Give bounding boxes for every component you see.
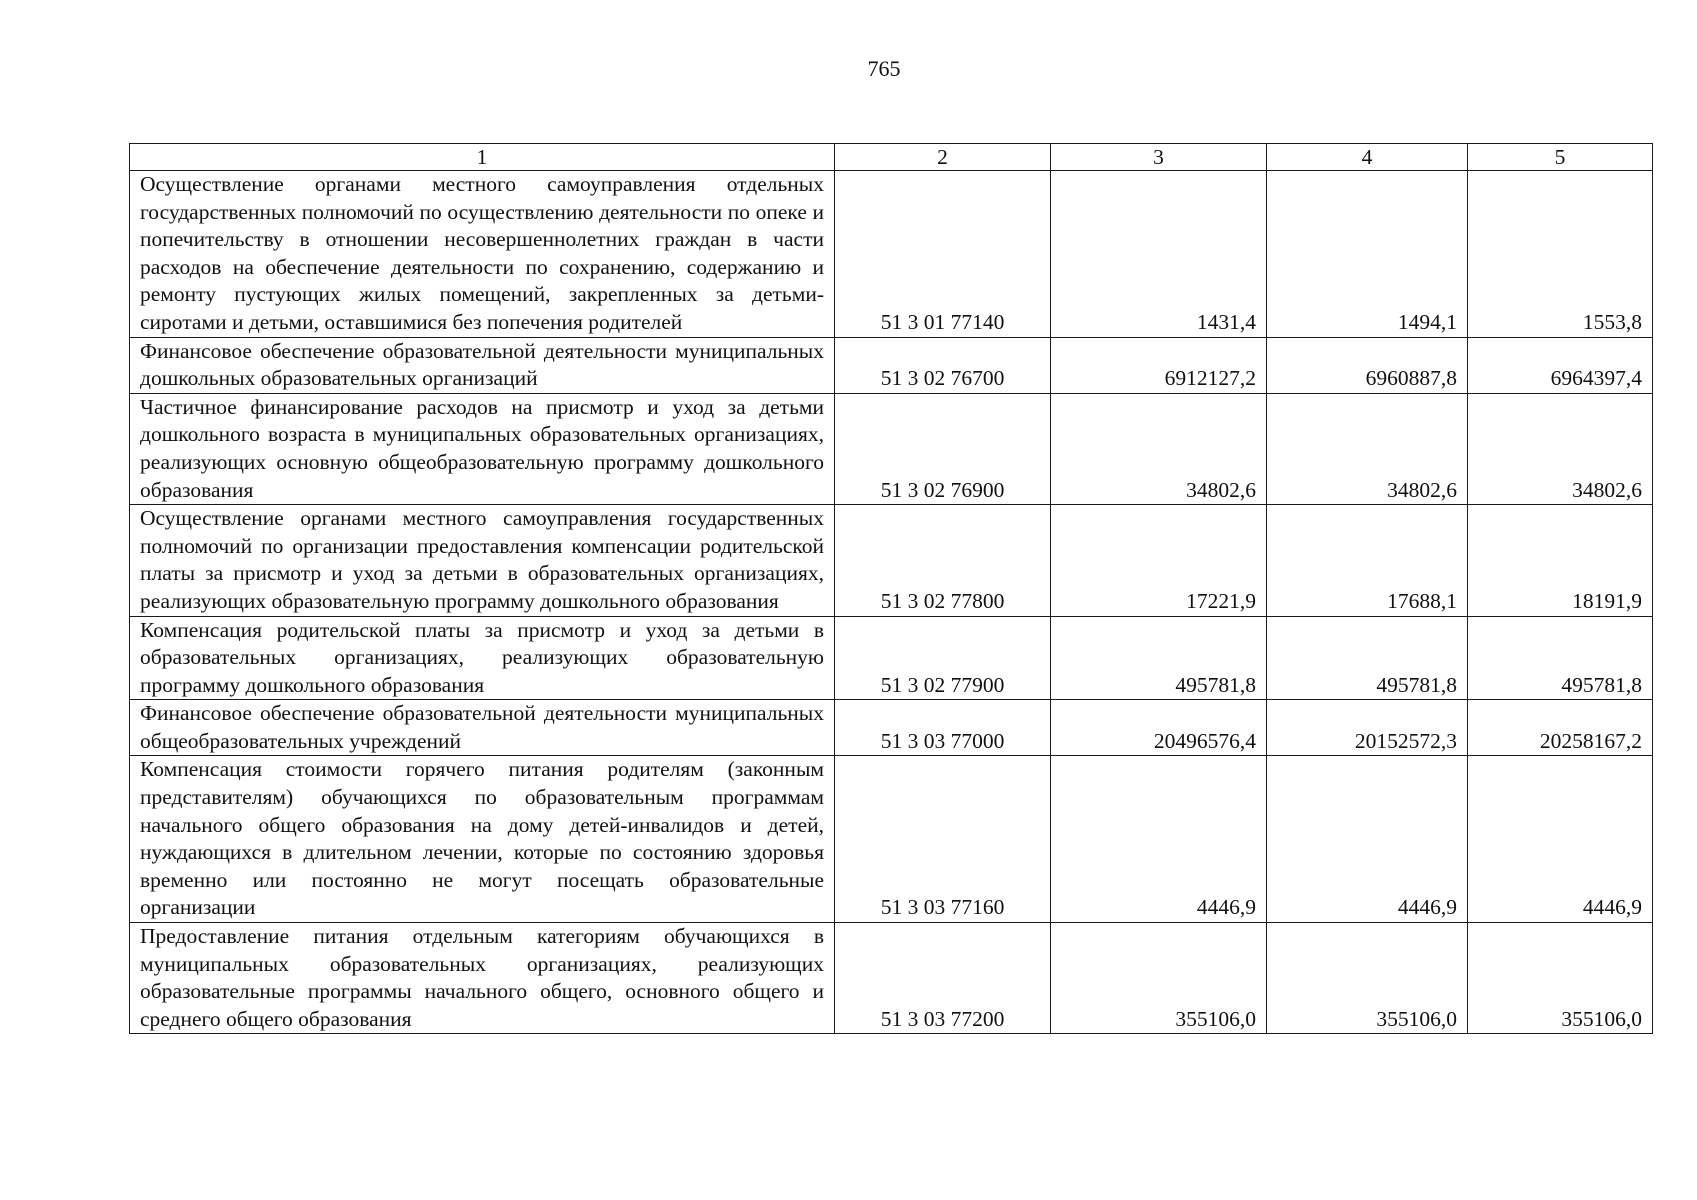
row-value-5: 4446,9: [1468, 756, 1653, 923]
row-value-5: 18191,9: [1468, 505, 1653, 616]
table-row: [130, 616, 1653, 700]
row-code: 51 3 03 77000: [835, 700, 1051, 756]
table-header: [130, 144, 1653, 171]
page-number: 765: [867, 56, 901, 81]
row-value-5: 34802,6: [1468, 393, 1653, 504]
table-row: [130, 337, 1653, 393]
row-value-3: 34802,6: [1051, 393, 1267, 504]
row-value-4: 6960887,8: [1267, 337, 1468, 393]
row-value-5: 6964397,4: [1468, 337, 1653, 393]
table-row: [130, 700, 1653, 756]
row-code: 51 3 02 77900: [835, 616, 1051, 700]
row-value-3: 17221,9: [1051, 505, 1267, 616]
table-row: [130, 393, 1653, 504]
row-value-4: 355106,0: [1267, 923, 1468, 1034]
row-code: 51 3 03 77160: [835, 756, 1051, 923]
row-value-3: 4446,9: [1051, 756, 1267, 923]
row-description: Осуществление органами местного самоуправления государственных полномочий по организации предоставления компенсации родительской платы за присмотр и уход за детьми в образовательных организациях, реализующих образовательную программу дошкольного образования: [130, 505, 835, 616]
row-description: Компенсация стоимости горячего питания родителям (законным представителям) обучающихся по образовательным программам начального общего образования на дому детей-инвалидов и детей, нуждающихся в длительном лечении, которые по состоянию здоровья временно или постоянно не могут посещать образовательные организации: [130, 756, 835, 923]
row-value-4: 495781,8: [1267, 616, 1468, 700]
row-value-5: 1553,8: [1468, 171, 1653, 338]
column-header-2: 2: [835, 144, 1051, 171]
row-value-3: 20496576,4: [1051, 700, 1267, 756]
column-header-1: 1: [130, 144, 835, 171]
column-header-3: 3: [1051, 144, 1267, 171]
row-description: Частичное финансирование расходов на присмотр и уход за детьми дошкольного возраста в муниципальных образовательных организациях, реализующих основную общеобразовательную программу дошкольного образования: [130, 393, 835, 504]
budget-table: [129, 143, 1653, 1034]
row-value-3: 495781,8: [1051, 616, 1267, 700]
row-value-4: 34802,6: [1267, 393, 1468, 504]
row-code: 51 3 03 77200: [835, 923, 1051, 1034]
table-row: [130, 505, 1653, 616]
row-code: 51 3 02 76900: [835, 393, 1051, 504]
row-value-3: 1431,4: [1051, 171, 1267, 338]
row-value-5: 20258167,2: [1468, 700, 1653, 756]
row-value-4: 20152572,3: [1267, 700, 1468, 756]
row-code: 51 3 02 76700: [835, 337, 1051, 393]
table-body: [130, 171, 1653, 1034]
column-header-4: 4: [1267, 144, 1468, 171]
table-row: [130, 171, 1653, 338]
row-value-3: 355106,0: [1051, 923, 1267, 1034]
row-value-4: 4446,9: [1267, 756, 1468, 923]
header-row: [130, 144, 1653, 171]
row-description: Компенсация родительской платы за присмотр и уход за детьми в образовательных организациях, реализующих образовательную программу дошкольного образования: [130, 616, 835, 700]
row-description: Осуществление органами местного самоуправления отдельных государственных полномочий по осуществлению деятельности по опеке и попечительству в отношении несовершеннолетних граждан в части расходов на обеспечение деятельности по сохранению, содержанию и ремонту пустующих жилых помещений, закрепленных за детьми-сиротами и детьми, оставшимися без попечения родителей: [130, 171, 835, 338]
row-value-5: 495781,8: [1468, 616, 1653, 700]
row-description: Предоставление питания отдельным категориям обучающихся в муниципальных образовательных организациях, реализующих образовательные программы начального общего, основного общего и среднего общего образования: [130, 923, 835, 1034]
column-header-5: 5: [1468, 144, 1653, 171]
table-row: [130, 923, 1653, 1034]
row-value-5: 355106,0: [1468, 923, 1653, 1034]
row-value-4: 1494,1: [1267, 171, 1468, 338]
row-value-3: 6912127,2: [1051, 337, 1267, 393]
row-value-4: 17688,1: [1267, 505, 1468, 616]
row-description: Финансовое обеспечение образовательной деятельности муниципальных общеобразовательных учреждений: [130, 700, 835, 756]
row-code: 51 3 01 77140: [835, 171, 1051, 338]
table-row: [130, 756, 1653, 923]
row-description: Финансовое обеспечение образовательной деятельности муниципальных дошкольных образовательных организаций: [130, 337, 835, 393]
row-code: 51 3 02 77800: [835, 505, 1051, 616]
